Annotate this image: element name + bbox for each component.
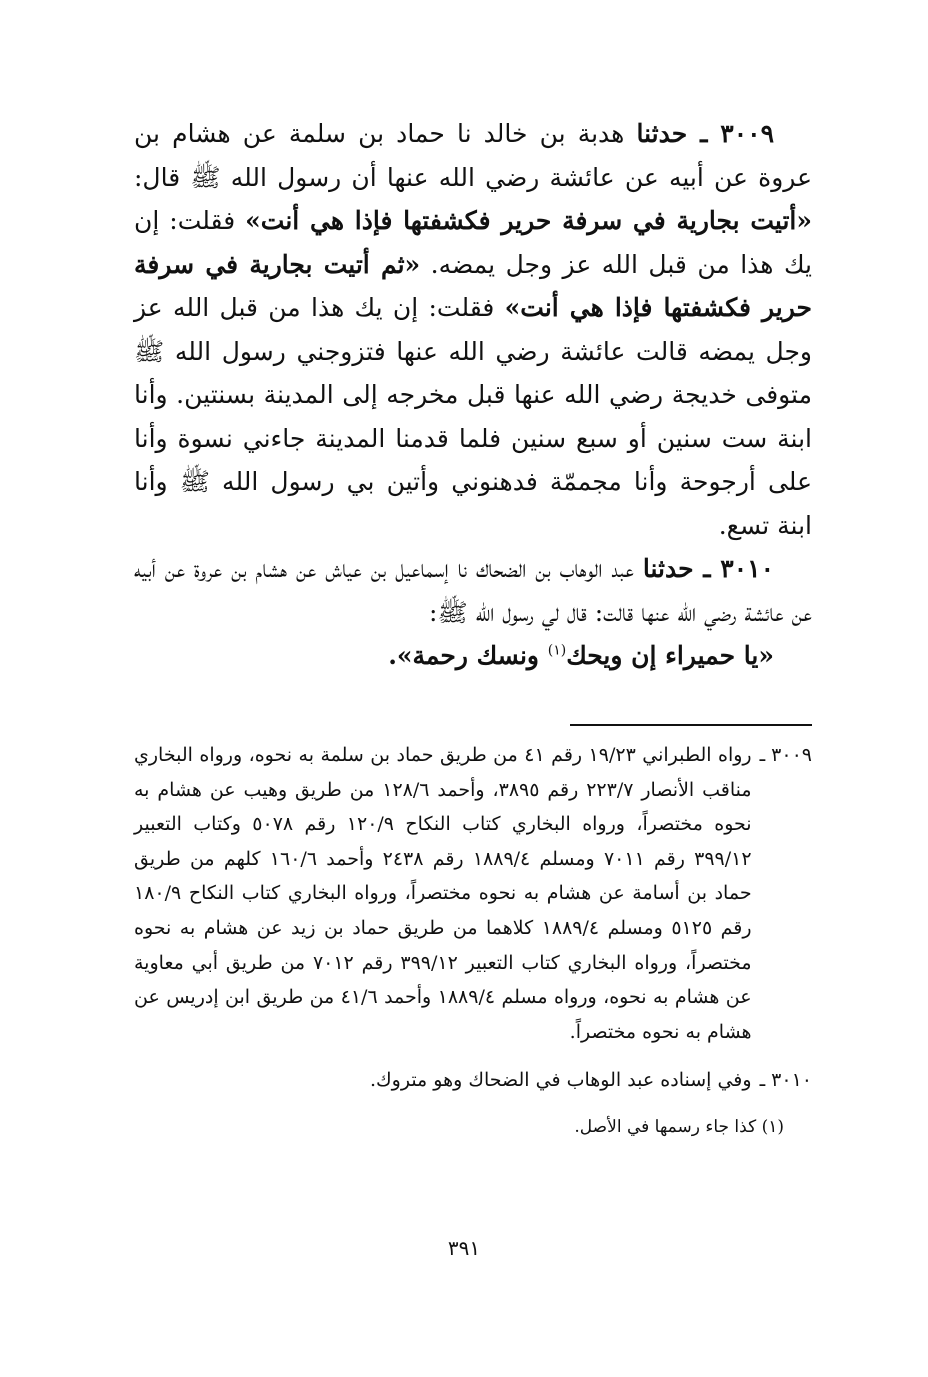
hadith-3010-number: ٣٠١٠: [720, 554, 775, 583]
page-number: ٣٩١: [447, 1236, 481, 1260]
hadith-3010-text-1: عبد الوهاب بن الضحاك نا إسماعيل بن عياش عن هشام بن عروة عن أبيه عن عائشة رضي الله عنها قالت: قال لي رسول الله ﷺ:: [134, 554, 812, 627]
note-3010-text: وفي إسناده عبد الوهاب في الضحاك وهو متروك.: [369, 1069, 752, 1092]
hadith-3010-quote: [134, 634, 812, 678]
hadith-3010-keyword: حدثنا: [642, 554, 694, 583]
hadith-3009-separator: ـ: [687, 119, 721, 148]
notes-section: [134, 738, 812, 1145]
hadith-3009-text-2: فقلت: إن يك هذا من قبل الله عز وجل يمضه.: [134, 206, 812, 279]
hadith-3009-quote-2: «ثم أتيت بجارية في سرفة حرير فكشفتها فإذا هي أنت»: [134, 249, 813, 322]
hadith-3009-text-3: فقلت: إن يك هذا من قبل الله عز وجل يمضه قالت عائشة رضي الله عنها فتزوجني رسول الله ﷺ متوفى خديجة رضي الله عنها قبل مخرجه إلى المدينة بسنتين. وأنا ابنة ست سنين أو سبع سنين فلما قدمنا المدينة جاءني نسوة وأنا على أرجوحة وأنا مجممّة فدهنوني وأتين بي رسول الله ﷺ وأنا ابنة تسع.: [134, 293, 812, 540]
hadith-3010-quote-pre: «يا حميراء إن ويحك: [566, 641, 774, 670]
note-3009-number: ٣٠٠٩ ـ: [759, 744, 812, 766]
note-3009: [134, 738, 812, 1049]
hadith-3009-quote-1: «أتيت بجارية في سرفة حرير فكشفتها فإذا هي أنت»: [245, 206, 812, 235]
hadith-3010-quote-post: ونسك رحمة».: [388, 641, 548, 670]
footnote-separator-rule: [570, 724, 812, 726]
note-3009-text: رواه الطبراني ١٩/٢٣ رقم ٤١ من طريق حماد بن سلمة به نحوه، ورواه البخاري مناقب الأنصار ٢٢٣/٧ رقم ٣٨٩٥، وأحمد ١٢٨/٦ من طريق وهيب عن هشام به نحوه مختصراً، ورواه البخاري كتاب النكاح ١٢٠/٩ رقم ٥٠٧٨ وكتاب التعبير ٣٩٩/١٢ رقم ٧٠١١ ومسلم ١٨٨٩/٤ رقم ٢٤٣٨ وأحمد ١٦٠/٦ كلهم من طريق حماد بن أسامة عن هشام به نحوه مختصراً، ورواه البخاري كتاب النكاح ١٨٠/٩ رقم ٥١٢٥ ومسلم ١٨٨٩/٤ كلاهما من طريق حماد بن زيد عن هشام به نحوه مختصراً، ورواه البخاري كتاب التعبير ٣٩٩/١٢ رقم ٧٠١٢ من طريق أبي معاوية عن هشام به نحوه، ورواه مسلم ١٨٨٩/٤ وأحمد ٤١/٦ من طريق ابن إدريس عن هشام به نحوه مختصراً.: [134, 744, 752, 1043]
hadith-3009-number: ٣٠٠٩: [720, 119, 774, 148]
hadith-3009-text-1: هدبة بن خالد نا حماد بن سلمة عن هشام بن عروة عن أبيه عن عائشة رضي الله عنها أن رسول الله ﷺ قال:: [134, 119, 812, 192]
hadith-3009: [134, 112, 812, 547]
hadith-3010-separator: ـ: [693, 554, 721, 583]
note-3010-number: ٣٠١٠ ـ: [759, 1069, 812, 1092]
hadith-3010: [134, 547, 812, 634]
note-3010: [134, 1063, 812, 1098]
main-text: [134, 112, 812, 678]
hadith-3009-keyword: حدثنا: [636, 119, 688, 148]
footnote-marker-1: (١): [547, 642, 567, 659]
footnote-1: (١) كذا جاء رسمها في الأصل.: [574, 1116, 784, 1137]
